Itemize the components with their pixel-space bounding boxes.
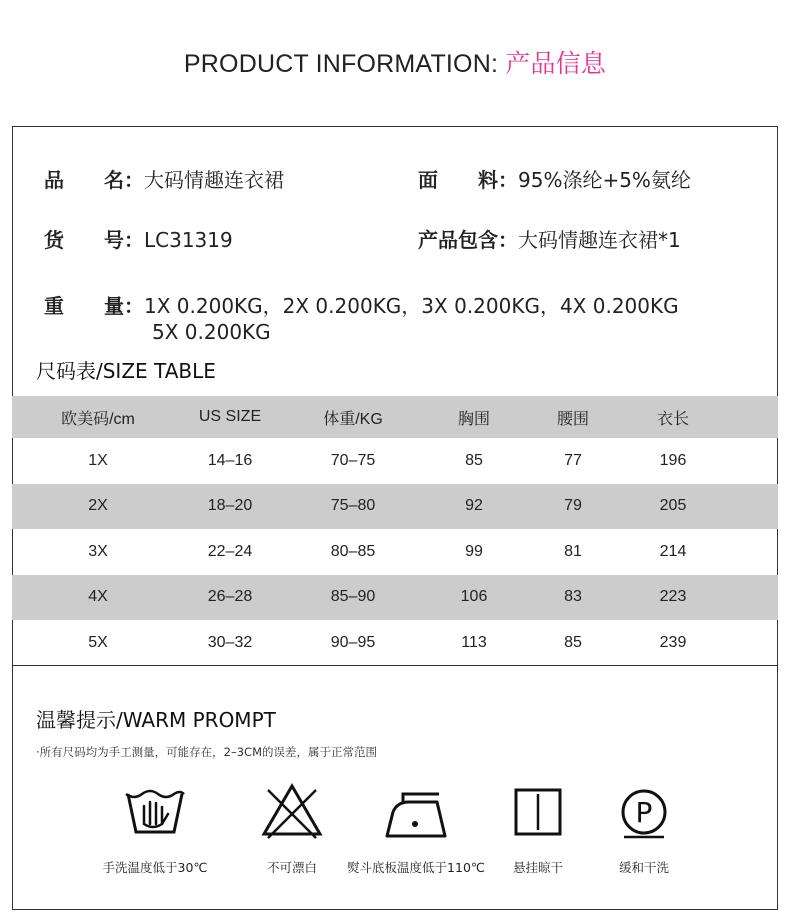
table-cell: 3X bbox=[88, 542, 108, 560]
table-cell: 4X bbox=[88, 588, 108, 606]
table-cell: 2X bbox=[88, 497, 108, 515]
weight-value-line2: 5X 0.200KG bbox=[152, 320, 271, 344]
table-cell: 18–20 bbox=[207, 497, 253, 515]
table-cell: 75–80 bbox=[330, 497, 376, 515]
table-cell: 239 bbox=[659, 633, 687, 651]
care-label: 悬挂晾干 bbox=[512, 860, 564, 875]
size-table-title: 尺码表/SIZE TABLE bbox=[36, 359, 216, 383]
table-cell: 90–95 bbox=[330, 633, 376, 651]
table-cell: 30–32 bbox=[207, 633, 253, 651]
table-cell: 14–16 bbox=[207, 451, 253, 469]
col-header: 腰围 bbox=[556, 410, 589, 428]
sku-row bbox=[44, 224, 233, 253]
table-cell: 79 bbox=[564, 497, 582, 515]
table-cell: 77 bbox=[564, 451, 582, 469]
table-row bbox=[12, 529, 778, 575]
table-cell: 22–24 bbox=[207, 542, 253, 560]
col-header: US SIZE bbox=[198, 408, 262, 425]
care-item-iron bbox=[347, 780, 485, 875]
table-cell: 113 bbox=[461, 633, 487, 651]
name-value: 大码情趣连衣裙 bbox=[144, 168, 284, 192]
table-cell: 223 bbox=[659, 588, 687, 606]
table-cell: 1X bbox=[88, 451, 108, 469]
table-cell: 99 bbox=[465, 542, 483, 560]
table-cell: 81 bbox=[564, 542, 582, 560]
table-cell: 80–85 bbox=[330, 542, 376, 560]
table-header-row bbox=[12, 396, 778, 438]
care-label: 缓和干洗 bbox=[618, 860, 670, 875]
title-zh: 产品信息 bbox=[505, 49, 607, 78]
fabric-value: 95%涤纶+5%氨纶 bbox=[518, 168, 691, 192]
table-cell: 26–28 bbox=[207, 588, 253, 606]
table-cell: 196 bbox=[659, 451, 687, 469]
sku-value: LC31319 bbox=[144, 228, 233, 252]
fabric-label: 面 料： bbox=[418, 168, 518, 192]
name-label: 品 名： bbox=[44, 168, 144, 192]
table-cell: 70–75 bbox=[330, 451, 376, 469]
sku-label: 货 号： bbox=[44, 228, 144, 252]
table-cell: 85 bbox=[465, 451, 483, 469]
table-cell: 205 bbox=[659, 497, 687, 515]
care-label: 手洗温度低于30℃ bbox=[102, 860, 208, 875]
title-en: PRODUCT INFORMATION: bbox=[183, 50, 506, 78]
table-cell: 83 bbox=[564, 588, 582, 606]
care-item-hang-dry bbox=[500, 780, 576, 875]
iron-icon bbox=[381, 780, 451, 840]
care-label: 不可漂白 bbox=[266, 860, 318, 875]
care-item-hand-wash bbox=[102, 780, 208, 875]
table-cell: 92 bbox=[465, 497, 483, 515]
hand-wash-icon bbox=[120, 780, 190, 840]
col-header: 衣长 bbox=[656, 410, 689, 428]
no-bleach-icon bbox=[260, 780, 324, 840]
table-cell: 85 bbox=[564, 633, 582, 651]
package-label: 产品包含： bbox=[418, 228, 518, 252]
table-row bbox=[12, 484, 778, 530]
warm-prompt-title: 温馨提示/WARM PROMPT bbox=[36, 708, 276, 732]
care-item-dry-clean bbox=[606, 780, 682, 875]
weight-row bbox=[44, 290, 679, 319]
col-header: 体重/KG bbox=[323, 410, 383, 428]
table-cell: 214 bbox=[659, 542, 687, 560]
fabric-row bbox=[418, 164, 691, 193]
care-item-no-bleach bbox=[252, 780, 332, 875]
weight-row-2 bbox=[152, 320, 271, 345]
package-value: 大码情趣连衣裙*1 bbox=[518, 228, 681, 252]
size-table bbox=[12, 396, 778, 666]
weight-value-line1: 1X 0.200KG，2X 0.200KG，3X 0.200KG，4X 0.200KG bbox=[144, 294, 679, 318]
page-title bbox=[0, 44, 790, 80]
table-cell: 85–90 bbox=[330, 588, 376, 606]
care-label: 熨斗底板温度低于110℃ bbox=[347, 860, 485, 875]
p-letter: P bbox=[635, 796, 653, 829]
table-cell: 5X bbox=[88, 633, 108, 651]
package-row bbox=[418, 224, 681, 253]
name-row bbox=[44, 164, 284, 193]
col-header: 胸围 bbox=[457, 410, 490, 428]
col-header: 欧美码/cm bbox=[61, 410, 135, 428]
table-cell: 106 bbox=[460, 588, 488, 606]
dry-clean-p-icon bbox=[614, 780, 674, 840]
section-divider bbox=[12, 665, 778, 666]
table-row bbox=[12, 620, 778, 666]
table-row bbox=[12, 575, 778, 621]
table-row bbox=[12, 438, 778, 484]
measurement-note: ·所有尺码均为手工测量，可能存在，2–3CM的误差，属于正常范围 bbox=[36, 745, 377, 759]
weight-label: 重 量： bbox=[44, 294, 144, 318]
hang-dry-icon bbox=[508, 780, 568, 840]
